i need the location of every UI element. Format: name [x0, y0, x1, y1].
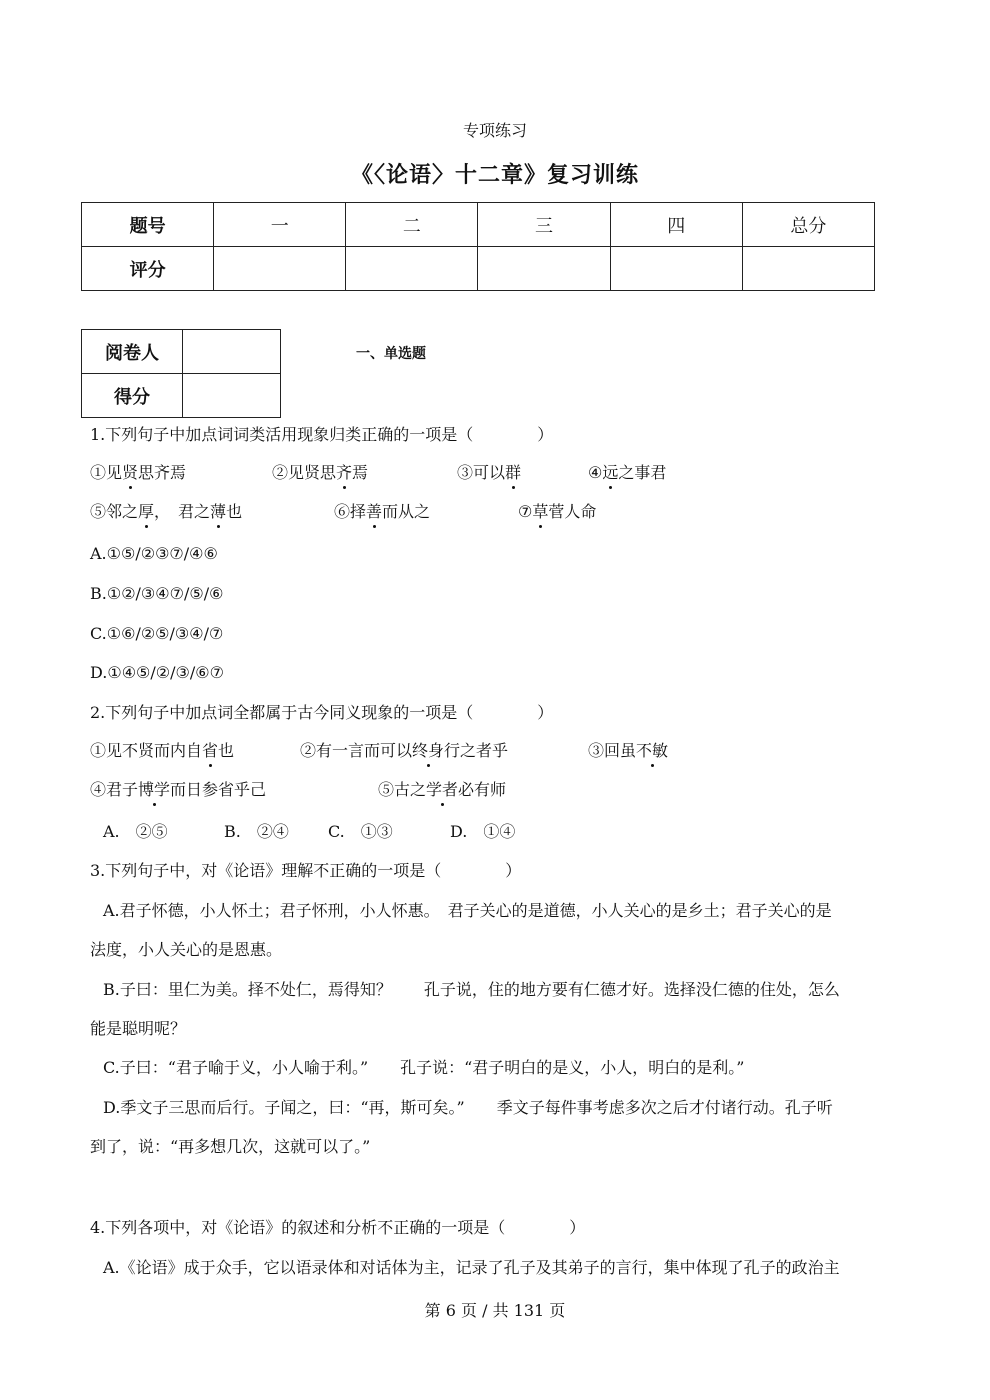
reader-table: [81, 329, 281, 418]
q1-item-2: ②见贤思齐焉: [272, 463, 369, 482]
page-footer: 第 6 页 / 共 131 页: [424, 1301, 566, 1320]
score-table-header-row: [82, 203, 875, 247]
q2-item-2: ②有一言而可以终身行之者乎: [300, 741, 509, 760]
section-score-label: 得分: [82, 374, 183, 418]
q4-stem: 4.下列各项中，对《论语》的叙述和分析不正确的一项是（ ）: [90, 1218, 586, 1237]
score-cell-1: 一: [214, 203, 346, 247]
score-cell-2: 二: [346, 203, 478, 247]
q3-option-b-line1: B.子曰：里仁为美。择不处仁，焉得知？ 孔子说，住的地方要有仁德才好。选择没仁德的住处，怎么: [103, 980, 840, 999]
score-cell-label: 题号: [82, 203, 214, 247]
score-cell-total: 总分: [742, 203, 874, 247]
q1-item-6: ⑥择善而从之: [334, 502, 431, 521]
q2-stem: 2.下列句子中加点词全都属于古今同义现象的一项是（ ）: [90, 703, 554, 722]
reader-value: [183, 330, 281, 374]
q2-item-3: ③回虽不敏: [588, 741, 669, 760]
grade-cell-4: [610, 247, 742, 291]
q1-item-4: ④远之事君: [588, 463, 667, 482]
grade-cell-1: [214, 247, 346, 291]
q2-option-d: D. ①④: [450, 822, 516, 841]
grade-cell-total: [742, 247, 874, 291]
q3-stem: 3.下列句子中，对《论语》理解不正确的一项是（ ）: [90, 861, 522, 880]
q2-option-b: B. ②④: [224, 822, 289, 841]
section-score-value: [183, 374, 281, 418]
q3-option-d-line2: 到了，说：“再多想几次，这就可以了。”: [90, 1137, 371, 1156]
score-cell-4: 四: [610, 203, 742, 247]
score-table-grade-row: [82, 247, 875, 291]
q1-option-b: B.①②/③④⑦/⑤/⑥: [90, 584, 224, 603]
q2-option-a: A. ②⑤: [103, 822, 168, 841]
q1-option-a: A.①⑤/②③⑦/④⑥: [90, 544, 218, 563]
grade-cell-2: [346, 247, 478, 291]
document-title: 《〈论语〉十二章》复习训练: [350, 162, 639, 188]
score-cell-3: 三: [478, 203, 610, 247]
grade-cell-label: 评分: [82, 247, 214, 291]
reader-label: 阅卷人: [82, 330, 183, 374]
q1-item-7: ⑦草菅人命: [518, 502, 597, 521]
q3-option-a-line1: A.君子怀德，小人怀土；君子怀刑，小人怀惠。 君子关心的是道德，小人关心的是乡土；君子关心的是: [103, 901, 832, 920]
q1-option-d: D.①④⑤/②/③/⑥⑦: [90, 663, 224, 682]
q2-option-c: C. ①③: [328, 822, 393, 841]
q4-option-a-line1: A.《论语》成于众手，它以语录体和对话体为主，记录了孔子及其弟子的言行，集中体现了孔子的政治主: [103, 1258, 840, 1277]
q2-item-5: ⑤古之学者必有师: [378, 780, 507, 799]
section-title: 一、单选题: [356, 346, 426, 362]
score-table: [81, 202, 875, 291]
document-subtitle: 专项练习: [462, 121, 527, 140]
q3-option-a-line2: 法度，小人关心的是恩惠。: [90, 940, 283, 959]
q1-option-c: C.①⑥/②⑤/③④/⑦: [90, 624, 224, 643]
grade-cell-3: [478, 247, 610, 291]
q1-stem: 1.下列句子中加点词词类活用现象归类正确的一项是（ ）: [90, 425, 554, 444]
q2-item-1: ①见不贤而内自省也: [90, 741, 235, 760]
q1-item-1: ①见贤思齐焉: [90, 463, 187, 482]
q1-item-5: ⑤邻之厚， 君之薄也: [90, 502, 243, 521]
q1-item-3: ③可以群: [457, 463, 522, 482]
q3-option-b-line2: 能是聪明呢？: [90, 1019, 187, 1038]
q3-option-d-line1: D.季文子三思而后行。子闻之，曰：“再，斯可矣。” 季文子每件事考虑多次之后才付诸行动。孔子听: [103, 1098, 833, 1117]
q2-item-4: ④君子博学而日参省乎己: [90, 780, 267, 799]
q3-option-c-line1: C.子曰：“君子喻于义，小人喻于利。” 孔子说：“君子明白的是义，小人，明白的是利。”: [103, 1058, 745, 1077]
